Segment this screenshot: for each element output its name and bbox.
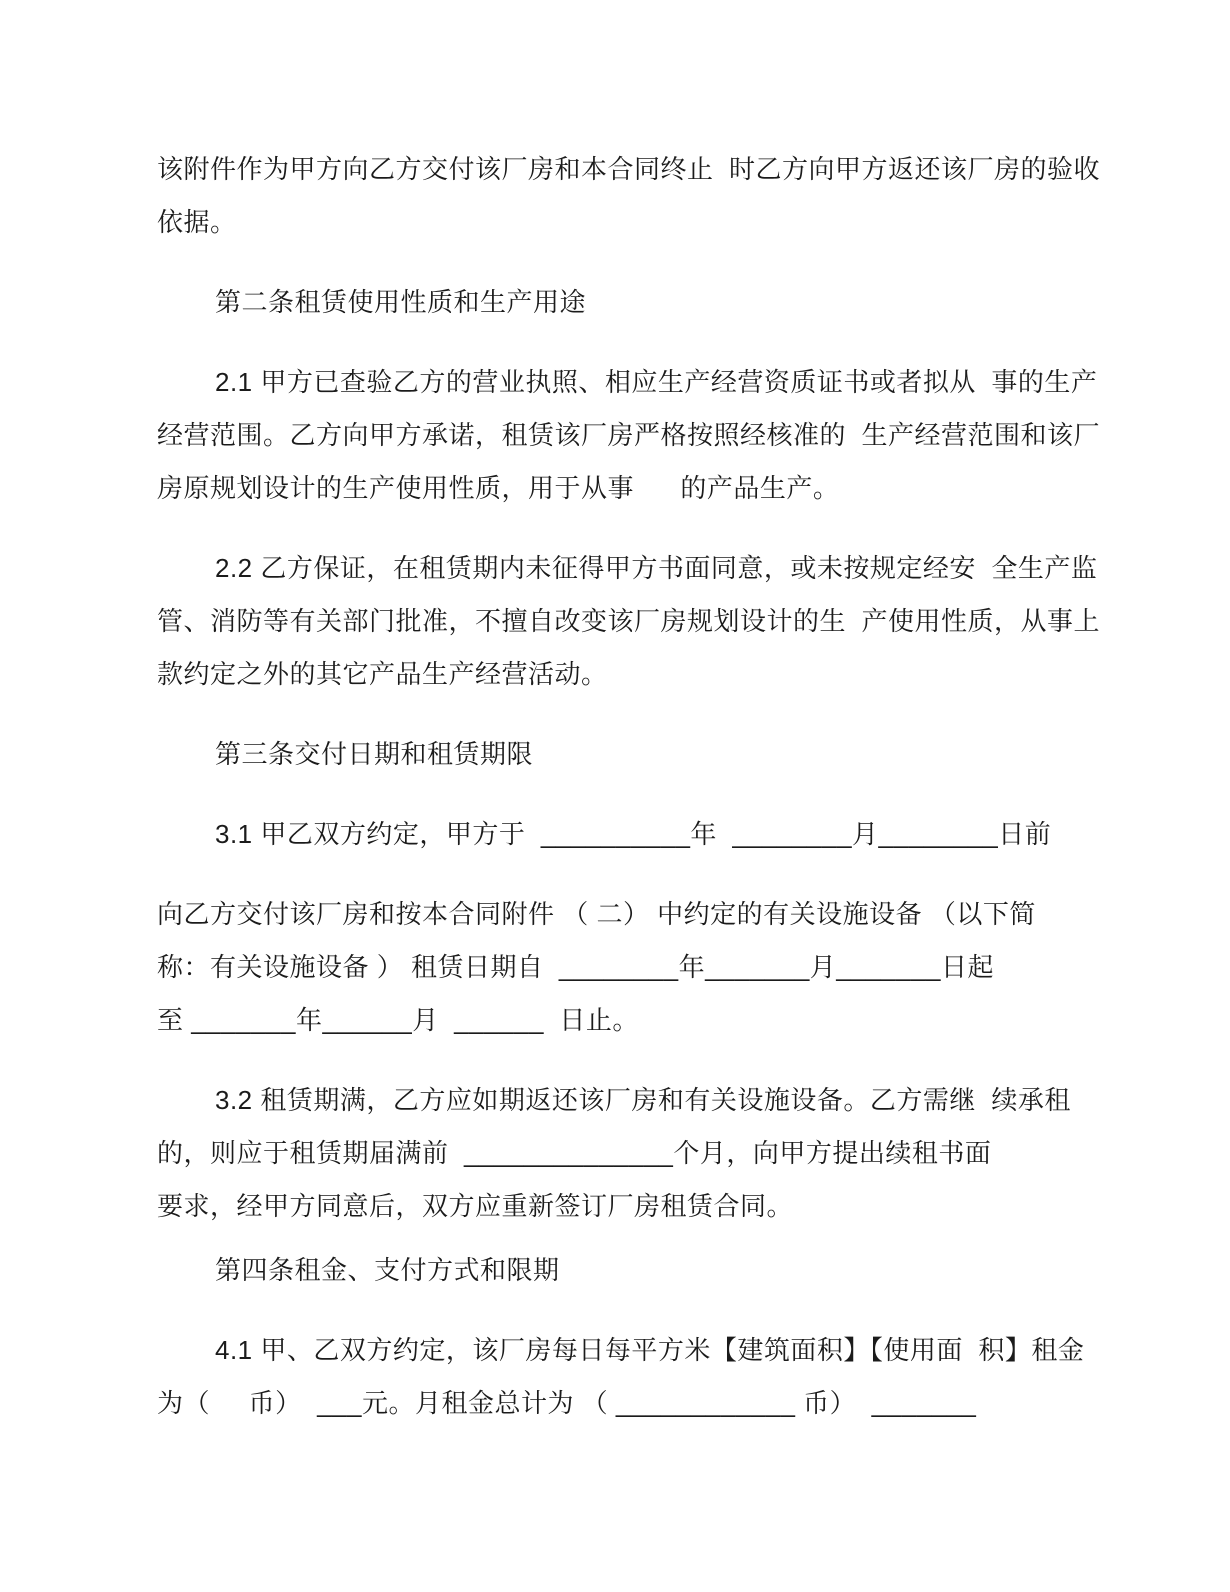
section-heading: 第三条交付日期和租赁期限 bbox=[215, 739, 534, 769]
clause-line: 3.1 甲乙双方约定，甲方于 __________年 ________月________日前 bbox=[215, 819, 1052, 849]
body-line: 称：有关设施设备 ） 租赁日期自 ________年_______月_______日起 bbox=[157, 952, 995, 982]
body-line: 的，则应于租赁期届满前 ______________个月，向甲方提出续租书面 bbox=[157, 1138, 992, 1168]
body-line: 要求，经甲方同意后，双方应重新签订厂房租赁合同。 bbox=[157, 1191, 794, 1221]
clause-line: 2.2 乙方保证，在租赁期内未征得甲方书面同意，或未按规定经安 全生产监 bbox=[215, 553, 1098, 583]
section-heading: 第四条租金、支付方式和限期 bbox=[215, 1255, 560, 1285]
document-body bbox=[157, 152, 1110, 1420]
section-heading: 第二条租赁使用性质和生产用途 bbox=[215, 287, 587, 317]
clause-line: 3.2 租赁期满，乙方应如期返还该厂房和有关设施设备。乙方需继 续承租 bbox=[215, 1085, 1071, 1115]
body-line: 该附件作为甲方向乙方交付该厂房和本合同终止 时乙方向甲方返还该厂房的验收 bbox=[157, 154, 1100, 184]
body-line: 向乙方交付该厂房和按本合同附件 （ 二） 中约定的有关设施设备 （以下简 bbox=[157, 899, 1036, 929]
clause-line: 2.1 甲方已查验乙方的营业执照、相应生产经营资质证书或者拟从 事的生产 bbox=[215, 367, 1098, 397]
body-line: 依据。 bbox=[157, 207, 237, 237]
body-line: 管、消防等有关部门批准，不擅自改变该厂房规划设计的生 产使用性质，从事上 bbox=[157, 606, 1100, 636]
body-line: 房原规划设计的生产使用性质，用于从事 的产品生产。 bbox=[157, 473, 840, 503]
body-line: 经营范围。乙方向甲方承诺，租赁该厂房严格按照经核准的 生产经营范围和该厂 bbox=[157, 420, 1100, 450]
body-line: 款约定之外的其它产品生产经营活动。 bbox=[157, 659, 608, 689]
clause-line: 4.1 甲、乙双方约定，该厂房每日每平方米【建筑面积】【使用面 积】租金 bbox=[215, 1335, 1085, 1365]
body-line: 至 _______年______月 ______ 日止。 bbox=[157, 1005, 639, 1035]
body-line: 为（ 币） ___元。月租金总计为 （ ____________ 币） _______ bbox=[157, 1388, 977, 1418]
